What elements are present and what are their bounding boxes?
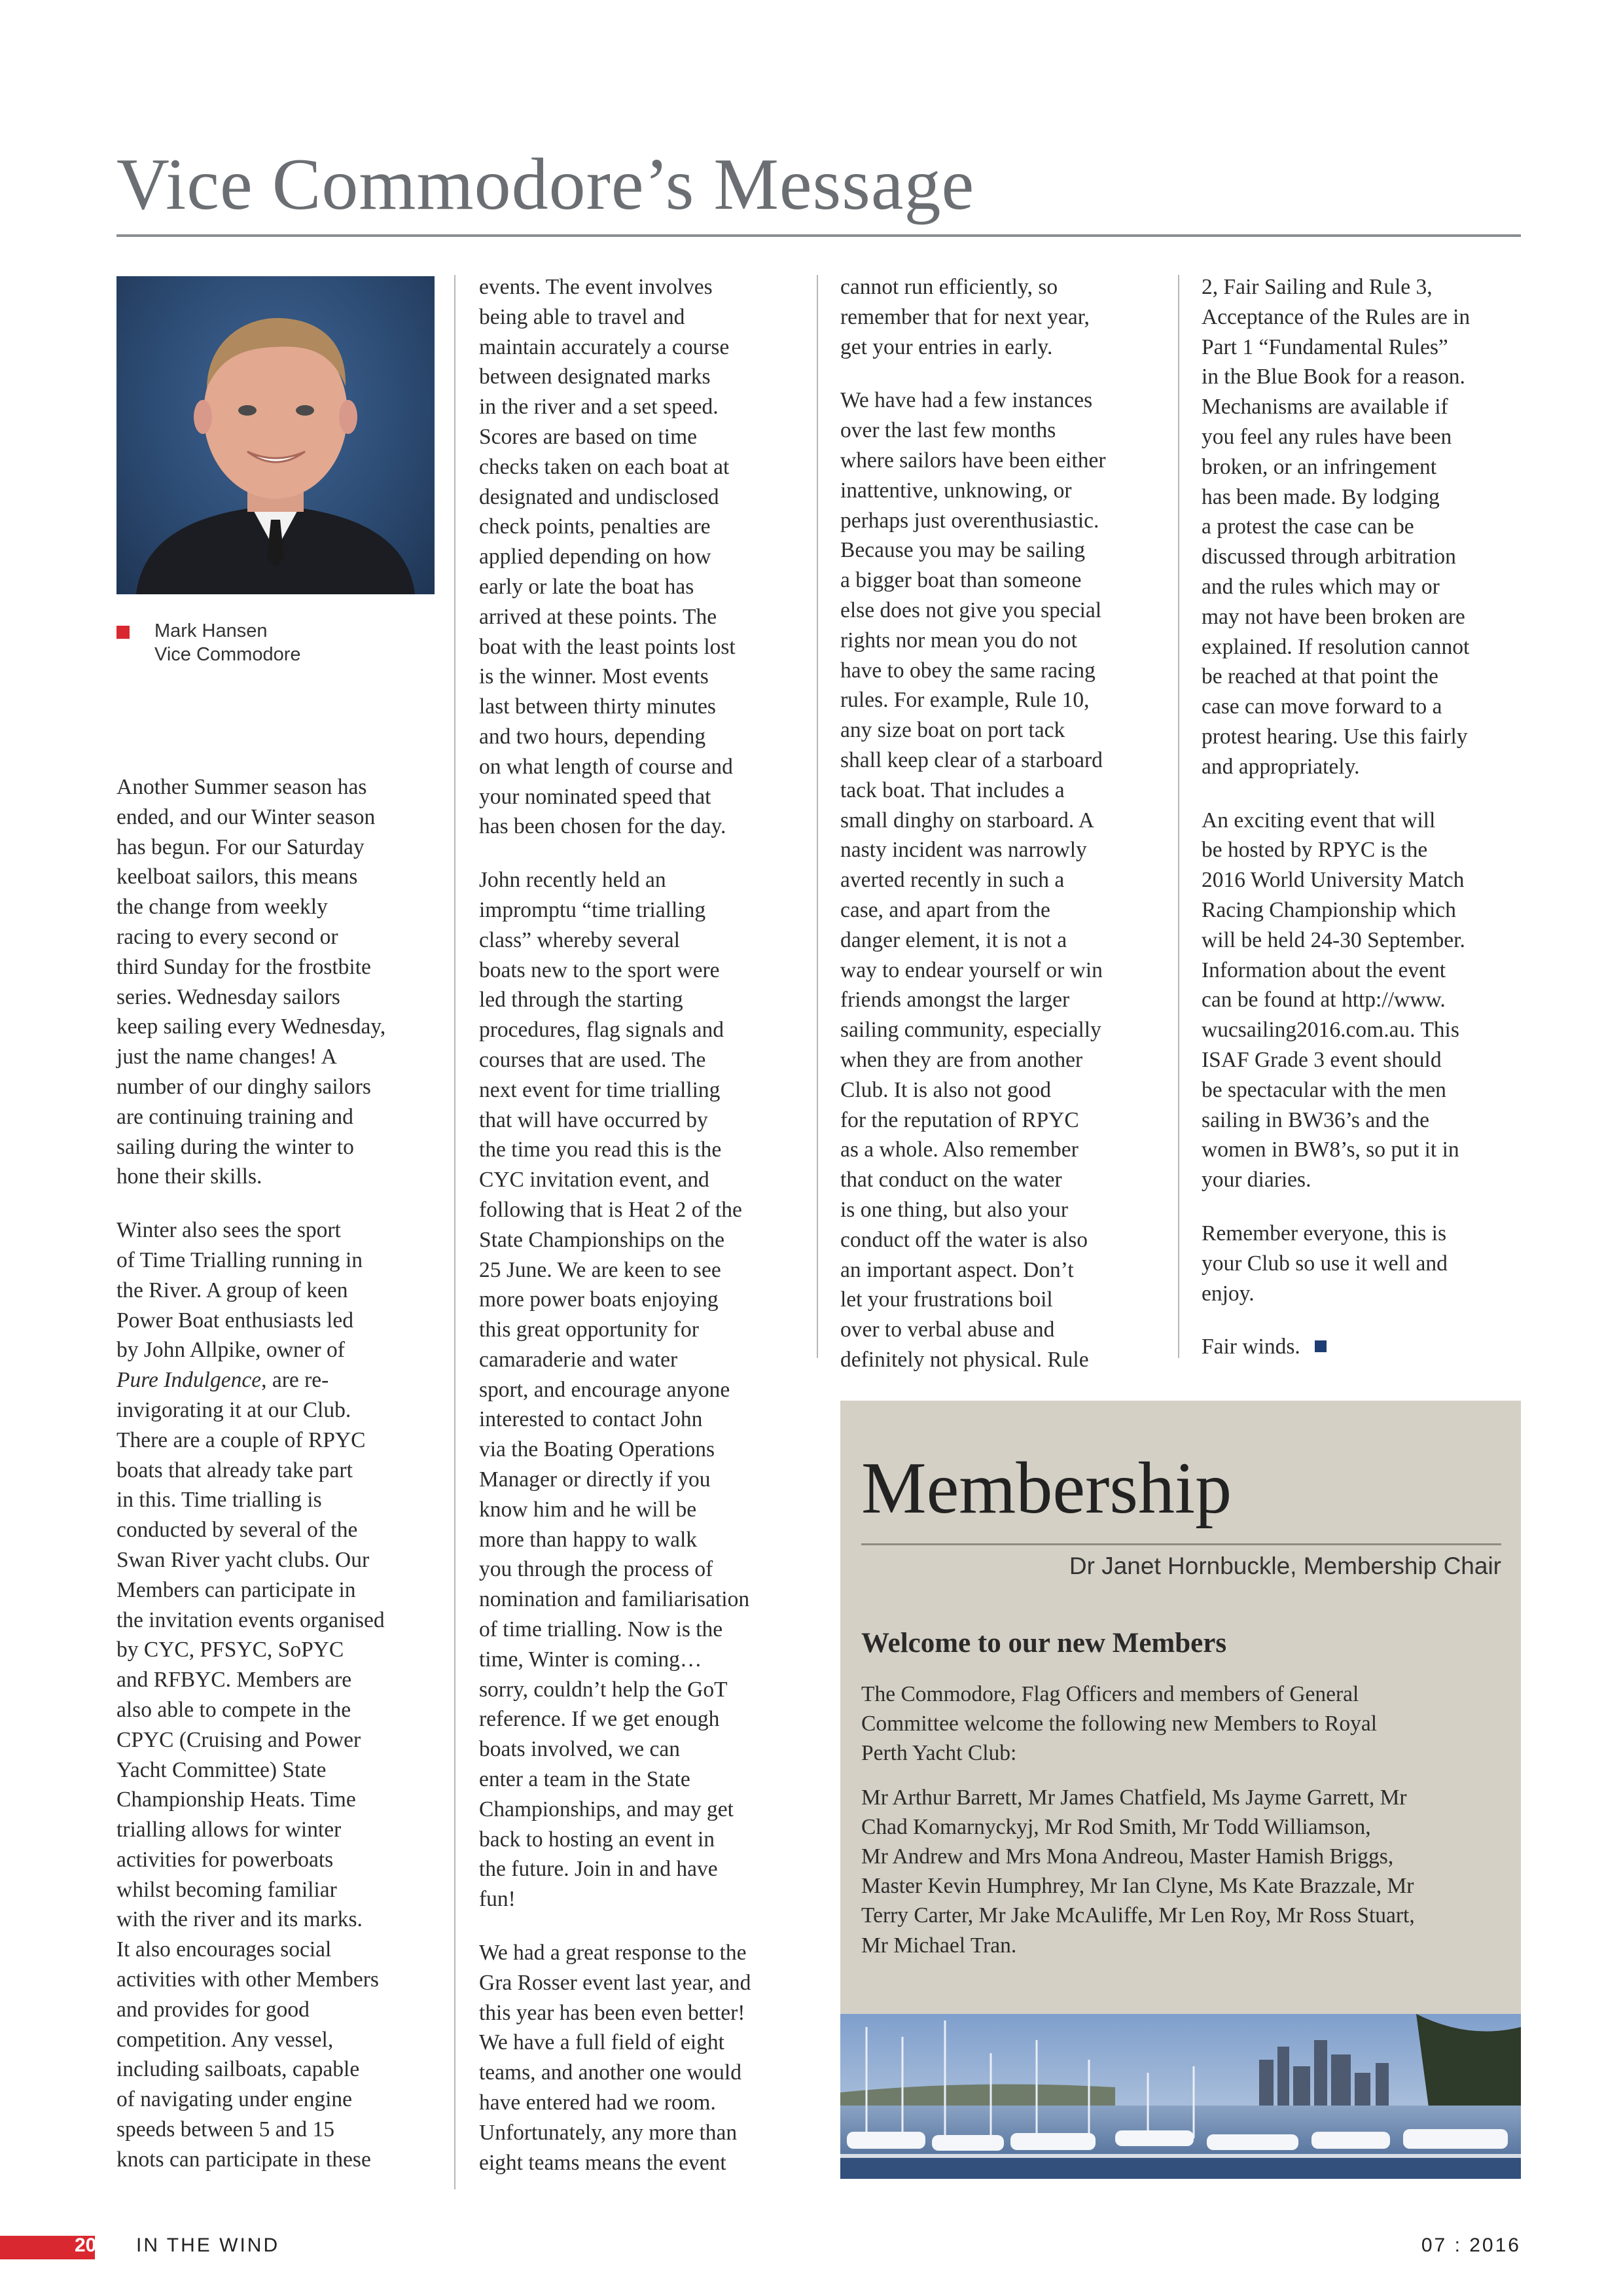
text-line: the future. Join in and have [479,1857,718,1882]
text-line: including sailboats, capable [116,2057,360,2082]
text-line: courses that are used. The [479,1047,706,1072]
text-line: your Club so use it well and [1202,1251,1448,1276]
article-column-2 [479,272,793,2201]
text-line: discussed through arbitration [1202,545,1456,569]
text-line: Mr Michael Tran. [861,1933,1017,1958]
sign-off-text: Fair winds. [1202,1335,1300,1359]
text-line: rights nor mean you do not [840,628,1077,653]
caption-name: Mark Hansen [154,620,268,641]
text-line: Power Boat enthusiasts led [116,1308,353,1333]
text-line: more power boats enjoying [479,1287,719,1312]
text-line: The Commodore, Flag Officers and members of General [861,1682,1359,1706]
text-line: in this. Time trialling is [116,1488,322,1513]
paragraph [479,1938,793,2178]
text-line: get your entries in early. [840,334,1053,359]
text-line: designated and undisclosed [479,484,719,509]
text-line: be hosted by RPYC is the [1202,838,1428,863]
text-line: by John Allpike, owner of [116,1338,345,1363]
text-line: explained. If resolution cannot [1202,634,1470,659]
text-line: activities for powerboats [116,1847,334,1872]
text-line: We have had a few instances [840,388,1093,413]
text-line: tack boat. That includes a [840,778,1065,802]
text-line: and provides for good [116,1997,310,2022]
text-line: the River. A group of keen [116,1278,348,1302]
text-line: over the last few months [840,418,1056,443]
text-line: in the river and a set speed. [479,395,719,420]
text-line: Mr Arthur Barrett, Mr James Chatfield, Ms Jayme Garrett, Mr [861,1785,1407,1810]
text-line: Committee welcome the following new Members to Royal [861,1712,1378,1736]
text-line: Because you may be sailing [840,538,1085,563]
text-line: small dinghy on starboard. A [840,808,1094,833]
text-line: procedures, flag signals and [479,1018,724,1043]
text-line: 2, Fair Sailing and Rule 3, [1202,275,1433,299]
text-line: will be held 24-30 September. [1202,927,1465,952]
text-line: Terry Carter, Mr Jake McAuliffe, Mr Len Roy, Mr Ross Stuart, [861,1903,1415,1928]
text-line: boats new to the sport were [479,958,720,982]
text-line: women in BW8’s, so put it in [1202,1138,1459,1162]
text-line: the change from weekly [116,895,328,920]
text-line: your diaries. [1202,1168,1311,1193]
text-line: trialling allows for winter [116,1818,342,1842]
text-line: time, Winter is coming… [479,1647,702,1672]
text-line: last between thirty minutes [479,694,716,719]
text-line: ended, and our Winter season [116,804,376,829]
text-line: danger element, it is not a [840,927,1067,952]
paragraph [479,272,793,842]
text-line: CPYC (Cruising and Power [116,1727,361,1752]
paragraph [1202,806,1521,1195]
text-line: invigorating it at our Club. [116,1397,351,1422]
text-line: this great opportunity for [479,1318,699,1342]
text-line: Gra Rosser event last year, and [479,1970,751,1995]
membership-divider [861,1543,1501,1545]
text-line: have to obey the same racing [840,658,1096,683]
text-line: boat with the least points lost [479,634,736,659]
text-line: sailing during the winter to [116,1134,354,1159]
text-line: Another Summer season has [116,775,367,799]
text-line: of time trialling. Now is the [479,1617,723,1642]
text-line: activities with other Members [116,1967,379,1992]
text-line: can be found at http://www. [1202,988,1446,1013]
article-column-4 [1202,272,1521,1386]
text-line: 2016 World University Match [1202,868,1465,893]
text-line: Mr Andrew and Mrs Mona Andreou, Master Hamish Briggs, [861,1844,1394,1869]
text-line: third Sunday for the frostbite [116,954,371,979]
text-line: sailing community, especially [840,1018,1101,1043]
text-line: check points, penalties are [479,514,711,539]
text-line: early or late the boat has [479,574,694,599]
text-line: else does not give you special [840,598,1102,622]
text-line: fun! [479,1887,516,1912]
text-line: definitely not physical. Rule [840,1347,1089,1372]
text-line: that will have occurred by [479,1107,708,1132]
membership-chair: Dr Janet Hornbuckle, Membership Chair [1069,1552,1501,1579]
text-line: enjoy. [1202,1281,1255,1306]
text-line: perhaps just overenthusiastic. [840,508,1099,533]
text-line: and appropriately. [1202,754,1360,779]
text-line: Perth Yacht Club: [861,1741,1017,1766]
text-line: class” whereby several [479,927,680,952]
text-line: keep sailing every Wednesday, [116,1014,386,1039]
text-line: Manager or directly if you [479,1467,711,1492]
text-line: eight teams means the event [479,2150,726,2175]
article-column-1 [116,772,431,2198]
text-line: rules. For example, Rule 10, [840,688,1090,713]
text-line: We have a full field of eight [479,2030,724,2055]
text-line: sorry, couldn’t help the GoT [479,1677,728,1702]
paragraph [840,272,1154,362]
text-line: of Time Trialling running in [116,1247,363,1272]
text-line: teams, and another one would [479,2060,741,2085]
text-line: way to endear yourself or win [840,958,1103,982]
portrait-photo [116,276,435,594]
text-line: you feel any rules have been [1202,424,1452,449]
column-divider [454,275,455,2189]
paragraph [1202,272,1521,782]
text-line: Master Kevin Humphrey, Mr Ian Clyne, Ms Kate Brazzale, Mr [861,1874,1414,1899]
membership-body [861,1679,1509,1975]
text-line: an important aspect. Don’t [840,1257,1074,1282]
text-line: CYC invitation event, and [479,1168,709,1193]
text-line: you through the process of [479,1557,713,1582]
text-line: Mechanisms are available if [1202,395,1448,420]
text-line: this year has been even better! [479,2000,745,2025]
text-line: where sailors have been either [840,448,1106,473]
text-line: series. Wednesday sailors [116,984,340,1009]
text-line: hone their skills. [116,1164,262,1189]
text-line: speeds between 5 and 15 [116,2117,335,2142]
membership-intro [861,1679,1509,1768]
text-line: John recently held an [479,868,666,893]
text-line: next event for time trialling [479,1077,721,1102]
text-line: be reached at that point the [1202,664,1438,689]
text-line: Members can participate in [116,1577,356,1602]
membership-names [861,1783,1509,1960]
text-line: cannot run efficiently, so [840,275,1058,299]
marina-photo [840,2014,1521,2179]
text-line: checks taken on each boat at [479,454,730,479]
text-line: protest hearing. Use this fairly [1202,724,1468,749]
text-line: enter a team in the State [479,1767,690,1792]
text-line: Pure Indulgence, are re- [116,1368,329,1393]
paragraph [840,386,1154,1374]
text-line: 25 June. We are keen to see [479,1257,721,1282]
publication-name: IN THE WIND [136,2234,280,2256]
text-line: shall keep clear of a starboard [840,747,1103,772]
text-line: is one thing, but also your [840,1197,1069,1222]
text-line: your nominated speed that [479,784,711,809]
text-line: reference. If we get enough [479,1707,720,1732]
caption-bullet [116,626,130,639]
issue-date: 07 : 2016 [1421,2234,1521,2256]
text-line: have entered had we room. [479,2090,716,2115]
text-line: be spectacular with the men [1202,1077,1446,1102]
text-line: inattentive, unknowing, or [840,478,1072,503]
paragraph [479,865,793,1914]
text-line: the invitation events organised [116,1607,385,1632]
membership-heading: Welcome to our new Members [861,1628,1227,1659]
text-line: of navigating under engine [116,2087,353,2112]
text-line: as a whole. Also remember [840,1138,1079,1162]
marina-illustration [840,2014,1521,2179]
text-line: via the Boating Operations [479,1437,715,1462]
text-line: State Championships on the [479,1227,724,1252]
text-line: case can move forward to a [1202,694,1442,719]
text-line: just the name changes! A [116,1045,337,1069]
column-divider [1178,275,1179,1358]
text-line: remember that for next year, [840,304,1090,329]
text-line: arrived at these points. The [479,604,717,629]
text-line: Chad Komarnyckyj, Mr Rod Smith, Mr Todd Williamson, [861,1814,1371,1839]
text-line: averted recently in such a [840,868,1065,893]
end-of-article-mark [1315,1340,1327,1352]
text-line: and two hours, depending [479,724,706,749]
text-line: case, and apart from the [840,897,1050,922]
text-line: know him and he will be [479,1497,697,1522]
text-line: when they are from another [840,1047,1083,1072]
text-line: may not have been broken are [1202,604,1465,629]
text-line: events. The event involves [479,275,713,299]
text-line: with the river and its marks. [116,1907,363,1932]
text-line: conducted by several of the [116,1518,358,1543]
caption-role: Vice Commodore [154,644,301,665]
article-column-3 [840,272,1154,1399]
text-line: An exciting event that will [1202,808,1436,833]
text-line: Acceptance of the Rules are in [1202,304,1471,329]
title-divider [116,234,1521,237]
text-line: Club. It is also not good [840,1077,1051,1102]
text-line: keelboat sailors, this means [116,865,358,889]
text-line: nasty incident was narrowly [840,838,1087,863]
text-line: and the rules which may or [1202,574,1440,599]
text-line: has begun. For our Saturday [116,834,365,859]
text-line: Unfortunately, any more than [479,2120,738,2145]
text-line: interested to contact John [479,1407,703,1432]
text-line: Winter also sees the sport [116,1218,341,1243]
text-line: nomination and familiarisation [479,1587,750,1612]
text-line: in the Blue Book for a reason. [1202,365,1465,389]
text-line: knots can participate in these [116,2147,371,2172]
text-line: is the winner. Most events [479,664,709,689]
column-divider [817,275,818,1358]
text-line: boats involved, we can [479,1737,680,1762]
text-line: We had a great response to the [479,1941,747,1965]
paragraph [1202,1219,1521,1308]
text-line: by CYC, PFSYC, SoPYC [116,1638,344,1662]
text-line: whilst becoming familiar [116,1877,337,1902]
text-line: Yacht Committee) State [116,1757,327,1782]
text-line: Championships, and may get [479,1797,734,1821]
text-line: more than happy to walk [479,1527,698,1552]
paragraph [116,772,431,1192]
text-line: the time you read this is the [479,1138,722,1162]
text-line: competition. Any vessel, [116,2027,334,2052]
paragraph [116,1215,431,2175]
text-line: has been made. By lodging [1202,484,1440,509]
text-line: led through the starting [479,988,683,1013]
text-line: over to verbal abuse and [840,1318,1055,1342]
text-line: Scores are based on time [479,424,698,449]
text-line: Information about the event [1202,958,1446,982]
text-line: for the reputation of RPYC [840,1107,1079,1132]
text-line: Swan River yacht clubs. Our [116,1547,370,1572]
text-line: following that is Heat 2 of the [479,1197,742,1222]
text-line: friends amongst the larger [840,988,1070,1013]
text-line: Championship Heats. Time [116,1787,356,1812]
membership-title: Membership [861,1448,1232,1529]
text-line: are continuing training and [116,1104,353,1129]
text-line: It also encourages social [116,1937,332,1962]
text-line: conduct off the water is also [840,1227,1088,1252]
text-line: a protest the case can be [1202,514,1414,539]
boat-name: Pure Indulgence [116,1368,262,1393]
text-line: sport, and encourage anyone [479,1377,730,1402]
text-line: Part 1 “Fundamental Rules” [1202,334,1448,359]
text-line: ISAF Grade 3 event should [1202,1047,1442,1072]
sign-off [1202,1332,1521,1362]
text-line: on what length of course and [479,754,733,779]
text-line: also able to compete in the [116,1697,351,1722]
membership-panel [840,1401,1521,2014]
text-line: has been chosen for the day. [479,814,726,839]
text-line: There are a couple of RPYC [116,1427,366,1452]
text-line: camaraderie and water [479,1347,678,1372]
text-line: Racing Championship which [1202,897,1456,922]
text-line: that conduct on the water [840,1168,1062,1193]
text-line: boats that already take part [116,1458,353,1482]
text-line: back to hosting an event in [479,1827,715,1852]
text-line: maintain accurately a course [479,334,730,359]
text-line: let your frustrations boil [840,1287,1053,1312]
text-line: number of our dinghy sailors [116,1074,371,1099]
text-line: sailing in BW36’s and the [1202,1107,1429,1132]
text-line: any size boat on port tack [840,718,1065,743]
page-number: 20 [75,2234,97,2256]
portrait-illustration [116,276,435,594]
text-line: broken, or an infringement [1202,454,1437,479]
text-line: and RFBYC. Members are [116,1668,352,1693]
page-title: Vice Commodore’s Message [116,144,975,225]
text-line: Remember everyone, this is [1202,1221,1446,1246]
text-line: impromptu “time trialling [479,897,706,922]
text-line: applied depending on how [479,545,711,569]
text-line: wucsailing2016.com.au. This [1202,1018,1459,1043]
text-line: being able to travel and [479,304,685,329]
text-line: a bigger boat than someone [840,568,1082,593]
text-line: racing to every second or [116,924,338,949]
text-line: between designated marks [479,365,711,389]
